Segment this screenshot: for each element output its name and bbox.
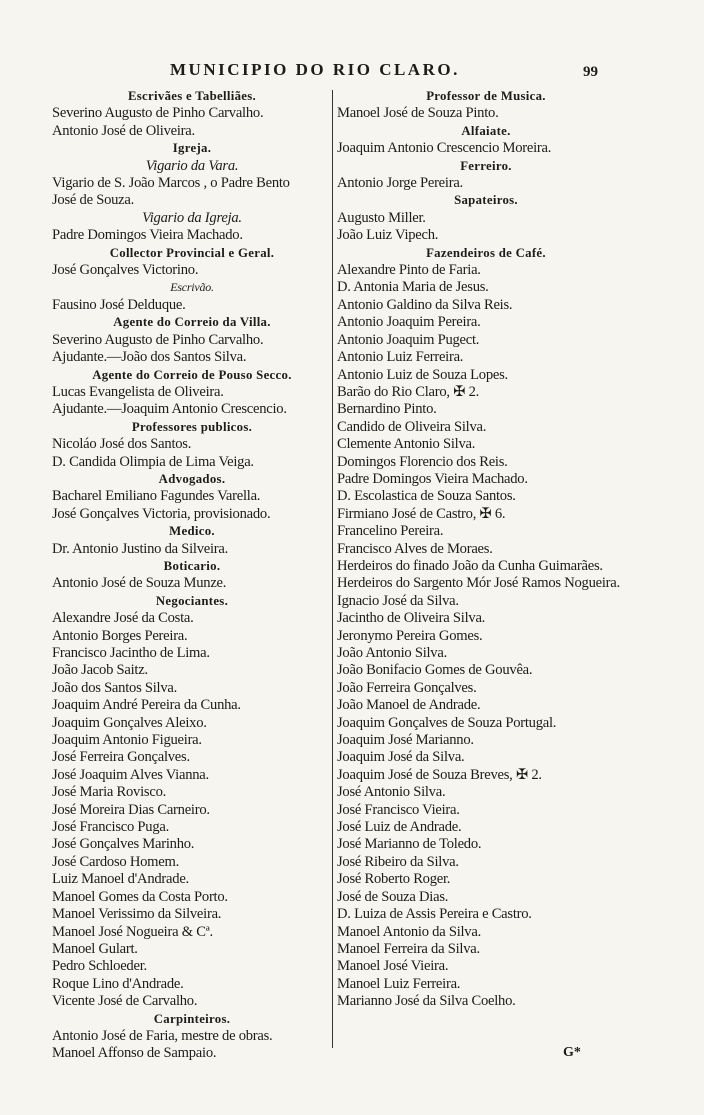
list-entry: D. Luiza de Assis Pereira e Castro. — [337, 906, 532, 923]
list-entry: Manoel Gulart. — [52, 940, 138, 957]
page-number: 99 — [583, 64, 598, 80]
list-entry: Francisco Jacintho de Lima. — [52, 645, 210, 661]
list-entry: Firmiano José de Castro, ✠ 6. — [337, 505, 506, 522]
list-entry: José Antonio Silva. — [337, 784, 446, 801]
left-column — [52, 88, 332, 1063]
list-entry: Barão do Rio Claro, ✠ 2. — [337, 383, 480, 400]
list-entry: José Ferreira Gonçalves. — [52, 749, 190, 766]
list-entry: Augusto Miller. — [337, 209, 426, 226]
list-entry: Antonio Jorge Pereira. — [337, 175, 463, 192]
list-entry: Antonio Luiz Ferreira. — [337, 349, 464, 366]
section-heading: Igreja. — [172, 141, 212, 156]
section-heading: Collector Provincial e Geral. — [109, 245, 275, 260]
list-entry: João Jacob Saitz. — [52, 662, 148, 679]
list-entry: D. Escolastica de Souza Santos. — [337, 488, 516, 505]
list-entry: Antonio Borges Pereira. — [52, 627, 188, 644]
section-heading: Ferreiro. — [460, 158, 512, 173]
list-entry: Padre Domingos Vieira Machado. — [337, 470, 528, 487]
list-entry: José de Souza. — [52, 192, 135, 209]
list-entry: Antonio Galdino da Silva Reis. — [337, 296, 513, 313]
list-entry: Ignacio José da Silva. — [337, 592, 459, 609]
list-entry: D. Candida Olimpia de Lima Veiga. — [52, 453, 254, 470]
list-entry: Fausino José Delduque. — [52, 296, 186, 313]
list-entry: Antonio José de Souza Munze. — [52, 575, 227, 592]
page-header — [0, 58, 704, 84]
list-entry: Vicente José de Carvalho. — [52, 993, 198, 1010]
list-entry: Vigario de S. João Marcos , o Padre Bento — [52, 175, 290, 192]
list-entry: Joaquim Gonçalves de Souza Portugal. — [337, 714, 557, 731]
list-entry: José Moreira Dias Carneiro. — [52, 801, 210, 818]
list-entry: Joaquim Antonio Figueira. — [52, 732, 202, 749]
list-entry: Candido de Oliveira Silva. — [337, 418, 487, 435]
section-heading: Fazendeiros de Café. — [426, 245, 546, 260]
list-entry: Marianno José da Silva Coelho. — [337, 993, 516, 1010]
section-heading: Agente do Correio da Villa. — [113, 315, 271, 330]
list-entry: José Luiz de Andrade. — [337, 819, 462, 836]
list-entry: Joaquim Antonio Crescencio Moreira. — [337, 140, 552, 157]
list-entry: João Luiz Vipech. — [337, 227, 439, 244]
list-entry: Joaquim Gonçalves Aleixo. — [52, 714, 207, 731]
list-entry: Antonio Joaquim Pugect. — [337, 331, 480, 348]
list-entry: D. Antonia Maria de Jesus. — [337, 279, 489, 296]
list-entry: José Maria Rovisco. — [52, 784, 167, 801]
list-entry: Herdeiros do Sargento Mór José Ramos Nogueira. — [337, 575, 620, 592]
list-entry: José Marianno de Toledo. — [337, 836, 482, 853]
section-heading: Agente do Correio de Pouso Secco. — [92, 367, 292, 382]
list-entry: Manoel Ferreira da Silva. — [337, 940, 480, 957]
list-entry: José Gonçalves Victoria, provisionado. — [52, 505, 271, 522]
section-heading: Professor de Musica. — [426, 89, 546, 103]
list-entry: Jeronymo Pereira Gomes. — [337, 627, 483, 644]
subsection-heading: Escrivão. — [170, 280, 214, 295]
list-entry: Luiz Manoel d'Andrade. — [52, 871, 189, 888]
list-entry: Jacintho de Oliveira Silva. — [337, 610, 486, 627]
list-entry: José Francisco Puga. — [52, 819, 170, 836]
list-entry: Alexandre José da Costa. — [52, 610, 194, 627]
list-entry: Ajudante.—João dos Santos Silva. — [52, 349, 247, 366]
section-heading: Medico. — [169, 524, 215, 539]
subsection-heading: Vigario da Vara. — [145, 157, 239, 174]
list-entry: Alexandre Pinto de Faria. — [337, 262, 481, 279]
list-entry: Roque Lino d'Andrade. — [52, 975, 184, 992]
section-heading: Escrivães e Tabelliães. — [127, 89, 257, 103]
list-entry: Francelino Pereira. — [337, 523, 444, 540]
subsection-heading: Vigario da Igreja. — [142, 209, 242, 226]
list-entry: Manoel José de Souza Pinto. — [337, 105, 499, 122]
list-entry: João Manoel de Andrade. — [337, 697, 481, 714]
list-entry: José Gonçalves Marinho. — [52, 836, 195, 853]
list-entry: Padre Domingos Vieira Machado. — [52, 227, 243, 244]
list-entry: Severino Augusto de Pinho Carvalho. — [52, 105, 264, 122]
list-entry: Manoel Affonso de Sampaio. — [52, 1045, 217, 1062]
list-entry: Lucas Evangelista de Oliveira. — [52, 383, 224, 400]
section-heading: Alfaiate. — [461, 123, 511, 138]
section-heading: Boticario. — [163, 558, 221, 573]
section-heading: Professores publicos. — [131, 419, 253, 434]
list-entry: Manoel José Nogueira & Cª. — [52, 923, 213, 940]
list-entry: João Bonifacio Gomes de Gouvêa. — [337, 662, 533, 679]
section-heading: Negociantes. — [155, 593, 229, 608]
list-entry: José Joaquim Alves Vianna. — [52, 766, 209, 783]
list-entry: Manoel Gomes da Costa Porto. — [52, 888, 228, 905]
list-entry: Antonio Luiz de Souza Lopes. — [337, 366, 508, 383]
list-entry: Antonio José de Oliveira. — [52, 122, 195, 139]
list-entry: João dos Santos Silva. — [52, 679, 178, 696]
right-column — [337, 88, 635, 1011]
list-entry: Bernardino Pinto. — [337, 401, 437, 418]
list-entry: João Ferreira Gonçalves. — [337, 679, 477, 696]
list-entry: Bacharel Emiliano Fagundes Varella. — [52, 488, 261, 505]
list-entry: Manoel José Vieira. — [337, 958, 449, 975]
list-entry: Herdeiros do finado João da Cunha Guimarães. — [337, 557, 603, 574]
list-entry: Manoel Antonio da Silva. — [337, 923, 481, 940]
list-entry: Joaquim André Pereira da Cunha. — [52, 697, 241, 714]
section-heading: Advogados. — [158, 471, 226, 486]
list-entry: Joaquim José de Souza Breves, ✠ 2. — [337, 766, 542, 783]
list-entry: José Francisco Vieira. — [337, 801, 460, 818]
list-entry: Severino Augusto de Pinho Carvalho. — [52, 331, 264, 348]
column-rule — [332, 90, 333, 1048]
list-entry: Manoel Verissimo da Silveira. — [52, 906, 222, 923]
list-entry: Dr. Antonio Justino da Silveira. — [52, 540, 229, 557]
list-entry: João Antonio Silva. — [337, 645, 447, 661]
list-entry: José Roberto Roger. — [337, 871, 451, 888]
list-entry: Pedro Schloeder. — [52, 958, 147, 975]
list-entry: Domingos Florencio dos Reis. — [337, 453, 508, 470]
list-entry: Manoel Luiz Ferreira. — [337, 975, 461, 992]
list-entry: Antonio José de Faria, mestre de obras. — [52, 1027, 273, 1044]
list-entry: Ajudante.—Joaquim Antonio Crescencio. — [52, 401, 287, 418]
list-entry: José de Souza Dias. — [337, 888, 449, 905]
list-entry: Joaquim José da Silva. — [337, 749, 465, 766]
running-title: MUNICIPIO DO RIO CLARO. — [170, 60, 460, 79]
section-heading: Sapateiros. — [454, 193, 518, 208]
list-entry: José Cardoso Homem. — [52, 853, 179, 870]
list-entry: José Gonçalves Victorino. — [52, 262, 199, 279]
list-entry: Nicoláo José dos Santos. — [52, 436, 192, 453]
list-entry: Antonio Joaquim Pereira. — [337, 314, 481, 331]
signature-mark: G* — [563, 1045, 581, 1060]
list-entry: José Ribeiro da Silva. — [337, 853, 459, 870]
list-entry: Joaquim José Marianno. — [337, 732, 474, 749]
section-heading: Carpinteiros. — [153, 1011, 231, 1026]
list-entry: Francisco Alves de Moraes. — [337, 540, 493, 557]
list-entry: Clemente Antonio Silva. — [337, 436, 476, 453]
